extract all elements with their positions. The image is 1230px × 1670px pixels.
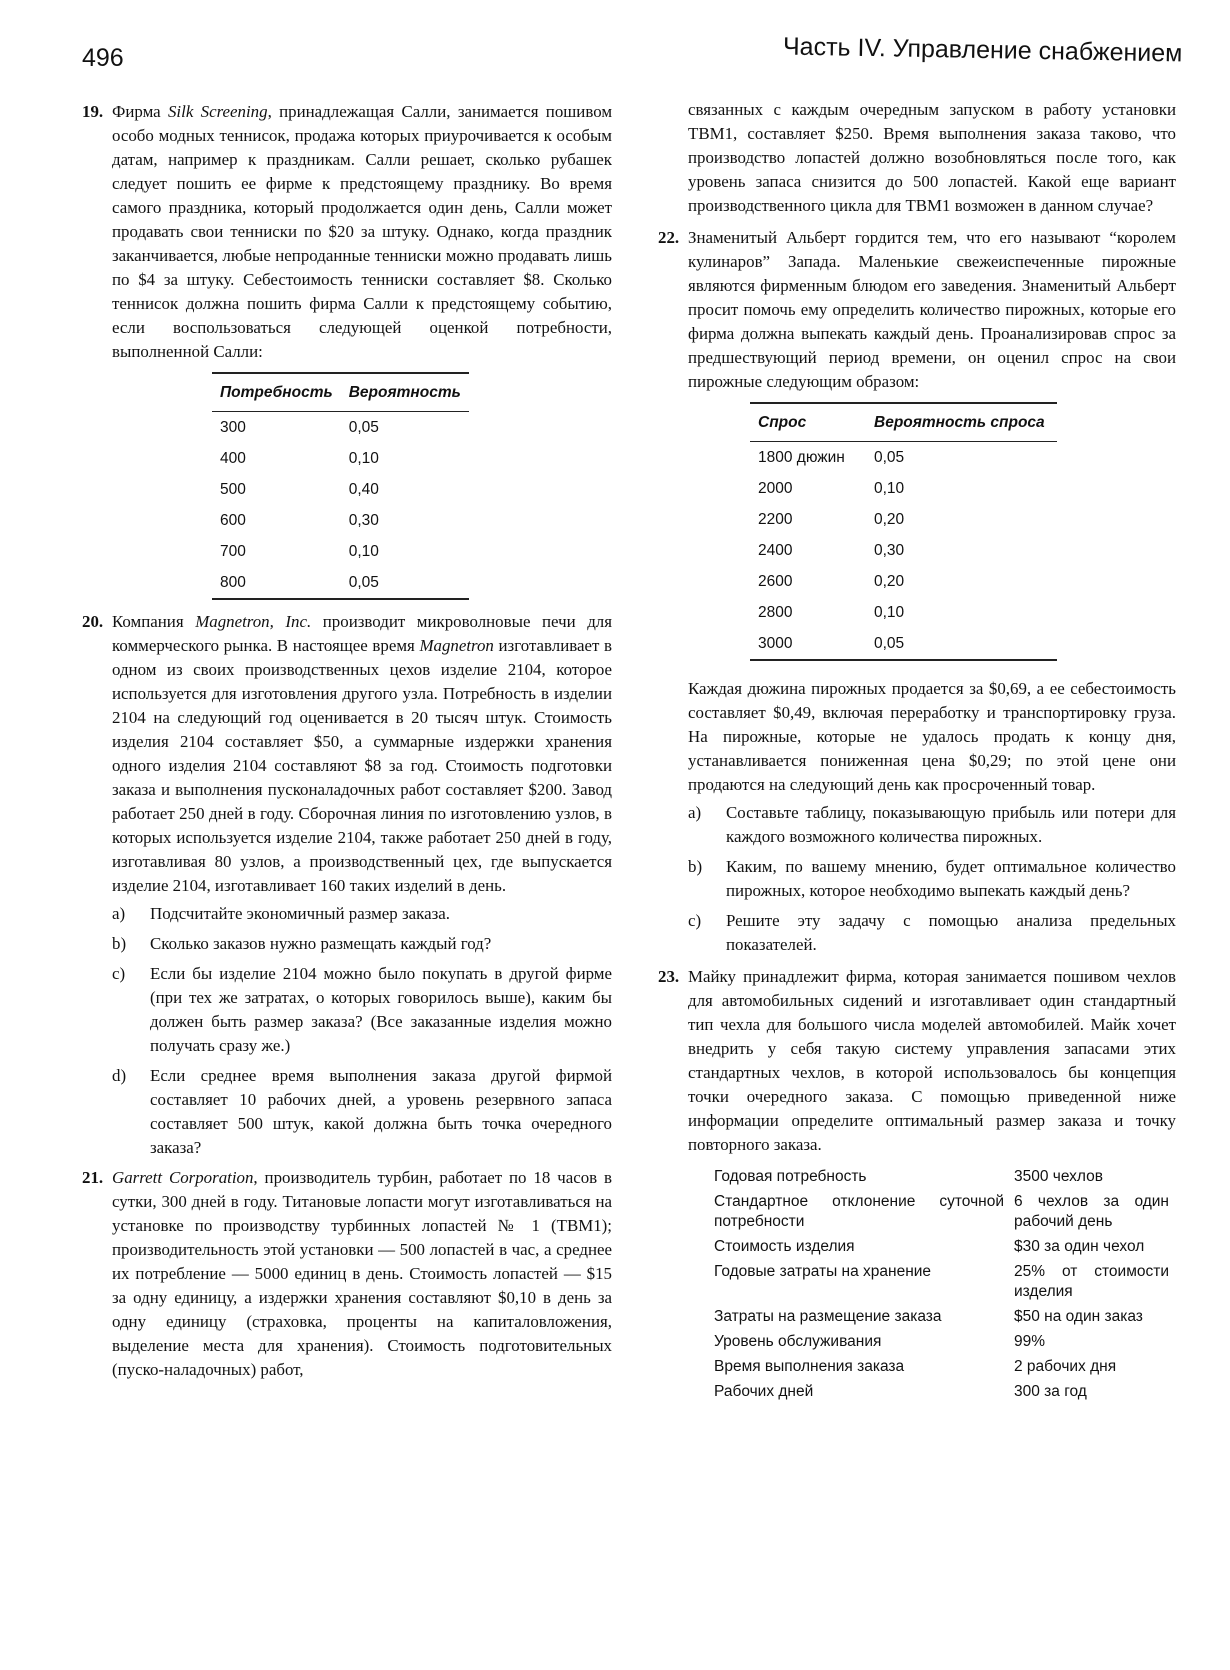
table-row [212,412,469,444]
table-row [714,1235,1169,1260]
item-text: Подсчитайте экономичный размер заказа. [150,904,450,923]
problem-22-number: 22. [658,228,680,247]
table-cell: 0,10 [874,603,905,621]
demand-probability-table [212,372,469,600]
problem-20-item-a [82,902,612,926]
table-cell: 3000 [750,628,866,660]
table-row [714,1355,1169,1380]
item-text: Составьте таблицу, показывающую прибыль или потери для каждого возможного количества пирожных. [726,803,1176,846]
problem-20-item-b [82,932,612,956]
problem-23-text [658,965,1176,1157]
item-letter: a) [688,803,702,822]
right-column [658,98,1176,1411]
info-label: Годовые затраты на хранение [714,1263,932,1280]
table-cell: 0,10 [348,449,379,467]
table-cell: 0,10 [874,479,905,497]
table-cell: 0,05 [874,448,905,466]
table-row [750,535,1057,566]
table-row [750,504,1057,535]
table-cell: 0,30 [874,541,905,559]
table-cell: 0,10 [348,542,379,560]
item-text: Сколько заказов нужно размещать каждый год? [150,934,492,953]
table-cell: 0,05 [341,567,469,599]
problem-20-item-d [82,1064,612,1160]
info-value: $30 за один чехол [1014,1238,1145,1255]
table-cell: 0,40 [348,480,379,498]
table-cell: 700 [220,542,246,560]
item-letter: a) [112,904,126,923]
table-row [212,443,469,474]
problem-21-number: 21. [82,1168,104,1187]
problem-20-text-start: Компания [112,612,196,631]
info-label: Стоимость изделия [714,1238,855,1255]
problem-21-text [82,1166,612,1382]
table-cell: 0,20 [874,572,905,590]
table-cell: 2600 [758,572,793,590]
table-row [212,505,469,536]
item-text: Каким, по вашему мнению, будет оптимальное количество пирожных, которое необходимо выпекать каждый день? [726,857,1176,900]
problem-23-number: 23. [658,967,680,986]
problem-20-number: 20. [82,612,104,631]
table-row [212,474,469,505]
item-text: Если среднее время выполнения заказа другой фирмой составляет 10 рабочих дней, а уровень резервного запаса составляет 500 штук, какой должна быть точка очередного заказа? [150,1066,612,1157]
table-cell: 300 [220,418,246,436]
problem-19-text [82,100,612,364]
info-label: Рабочих дней [714,1383,814,1400]
problem-22-item-a [658,801,1176,849]
table-row [750,628,1057,660]
info-label: Годовая потребность [714,1168,867,1185]
table-row [750,597,1057,628]
table-header: Вероятность спроса [866,403,1057,442]
running-head: Часть IV. Управление снабжением [782,32,1183,68]
page-number: 496 [82,44,124,72]
table-header: Потребность [212,373,341,412]
item-text: Решите эту задачу с помощью анализа предельных показателей. [726,911,1176,954]
info-label: Уровень обслуживания [714,1333,882,1350]
item-letter: b) [112,934,127,953]
info-value: 2 рабочих дня [1014,1358,1117,1375]
table-row [750,566,1057,597]
cake-demand-table [750,402,1057,661]
problem-21-text-body: , производитель турбин, работает по 18 часов в сутки, 300 дней в году. Титановые лопасти могут изготавливаться на установке по производству турбинных лопастей № 1 (ТВМ1); производительность этой установки — 500 лопастей в час, а среднее их потребление — 5000 единиц в день. Стоимость лопастей — $15 за одну единицу, а издержки хранения составляют $0,10 в день за одну единицу (страховка, проценты на капиталовложения, выделение места для хранения). Стоимость подготовительных (пуско-наладочных) работ, [112,1168,612,1379]
problem-19-text-start: Фирма [112,102,168,121]
problem-20-company: Magnetron, Inc. [195,612,312,631]
table-cell: 2200 [758,510,793,528]
problem-21-continuation: связанных с каждым очередным запуском в работу установки ТВМ1, составляет $250. Время выполнения заказа таково, что производство лопастей должно возобновляться после того, как уровень запаса снизится до 500 лопастей. Какой еще вариант производственного цикла для ТВМ1 возможен в данном случае? [688,100,1176,215]
problem-21 [82,1166,612,1382]
problem-22 [658,226,1176,957]
table-row [212,536,469,567]
problem-21-continued [658,98,1176,218]
table-row [714,1305,1169,1330]
problem-23-text-body: Майку принадлежит фирма, которая занимается пошивом чехлов для автомобильных сидений и изготавливает один стандартный тип чехла для большого числа моделей автомобилей. Майк хочет внедрить у себя такую систему управления запасами этих стандартных чехлов, в которой использовалось бы концепция точки очередного заказа. С помощью приведенной ниже информации определите оптимальный размер заказа и точку повторного заказа. [688,967,1176,1154]
table-cell: 2800 [758,603,793,621]
problem-19-number: 19. [82,102,104,121]
info-value: 25% от стоимости изделия [1014,1263,1169,1300]
table-cell: 800 [212,567,341,599]
item-letter: b) [688,857,703,876]
left-column [82,100,612,1388]
problem-19-text-body: , принадлежащая Салли, занимается пошивом особо модных теннисок, продажа которых приурочивается к особым датам, например к праздникам. Салли решает, сколько рубашек следует пошить ее фирме к предстоящему празднику. Во время самого праздника, который продолжается один день, Салли может продавать свои тенниски по $20 за штуку. Однако, когда праздник заканчивается, любые непроданные тенниски можно продавать лишь по $4 за штуку. Себестоимость тенниски составляет $8. Сколько теннисок должна пошить фирма Салли к предстоящему событию, если воспользоваться следующей оценкой потребности, выполненной Салли: [112,102,613,361]
info-value: 99% [1014,1333,1046,1350]
info-label: Стандартное отклонение суточной потребности [714,1193,1004,1230]
item-letter: c) [688,911,702,930]
table-header: Вероятность [341,373,469,412]
table-row [714,1330,1169,1355]
info-value: 3500 чехлов [1014,1168,1103,1185]
table-row [714,1260,1169,1305]
problem-19-company: Silk Screening [167,102,268,121]
problem-20 [82,610,612,1160]
problem-20-item-c [82,962,612,1058]
table-row [714,1190,1169,1235]
info-label: Затраты на размещение заказа [714,1308,942,1325]
table-cell: 0,05 [348,418,379,436]
table-cell: 500 [220,480,246,498]
table-row [750,473,1057,504]
table-cell: 0,05 [866,628,1057,660]
table-row [212,567,469,599]
problem-20-text-body: изготавливает в одном из своих производственных цехов изделие 2104, которое используется для изготовления другого узла. Потребность в изделии 2104 на следующий год оценивается в 20 тысяч штук. Стоимость изделия 2104 составляет $50, а суммарные издержки хранения одного изделия 2104 составляют $8 за год. Стоимость подготовки заказа и выполнения пусконаладочных работ составляет $200. Завод работает 250 дней в году. Сборочная линия по изготовлению узлов, в которых используется изделие 2104, также работает 250 дней в году, изготавливая 80 узлов, а производственный цех, где выпускается изделие 2104, изготавливает 160 таких изделий в день. [112,636,612,895]
problem-22-item-b [658,855,1176,903]
table-row [750,442,1057,474]
info-value: 6 чехлов за один рабочий день [1014,1193,1169,1230]
problem-22-pricing-text: Каждая дюжина пирожных продается за $0,69, а ее себестоимость составляет $0,49, включая переработку и транспортировку груза. На пирожные, которые не удалось продать к концу дня, устанавливается пониженная цена $0,29; по этой цене они продаются на следующий день как просроченный товар. [688,679,1176,794]
problem-21-company: Garrett Corporation [112,1168,254,1187]
table-row [714,1165,1169,1190]
table-cell: 400 [220,449,246,467]
item-text: Если бы изделие 2104 можно было покупать в другой фирме (при тех же затратах, о которых говорилось выше), каким бы должен быть размер заказа? (Все заказанные изделия можно получать сразу же.) [150,964,612,1055]
table-cell: 1800 дюжин [758,448,845,466]
problem-22-item-c [658,909,1176,957]
problem-22-text-body: Знаменитый Альберт гордится тем, что его называют “королем кулинаров” Запада. Маленькие свежеиспеченные пирожные являются фирменным блюдом его заведения. Знаменитый Альберт просит помочь ему определить количество пирожных, которые его фирма должна выпекать каждый день. Проанализировав спрос за предшествующий период времени, он оценил спрос на свои пирожные следующим образом: [688,228,1176,391]
table-cell: 600 [220,511,246,529]
problem-23 [658,965,1176,1405]
item-letter: d) [112,1066,127,1085]
info-value: $50 на один заказ [1014,1308,1143,1325]
table-header: Спрос [750,403,866,442]
table-cell: 2400 [758,541,793,559]
problem-20-text-mid: производит микроволновые печи для коммерческого рынка. В настоящее время [112,612,613,655]
problem-20-company-short: Magnetron [419,636,494,655]
table-row [714,1380,1169,1405]
table-cell: 0,30 [348,511,379,529]
problem-22-text [658,226,1176,394]
problem-19 [82,100,612,600]
seat-cover-info-table [714,1165,1169,1405]
table-cell: 2000 [758,479,793,497]
info-label: Время выполнения заказа [714,1358,905,1375]
problem-20-text [82,610,612,898]
table-cell: 0,20 [874,510,905,528]
item-letter: c) [112,964,126,983]
info-value: 300 за год [1014,1383,1087,1400]
